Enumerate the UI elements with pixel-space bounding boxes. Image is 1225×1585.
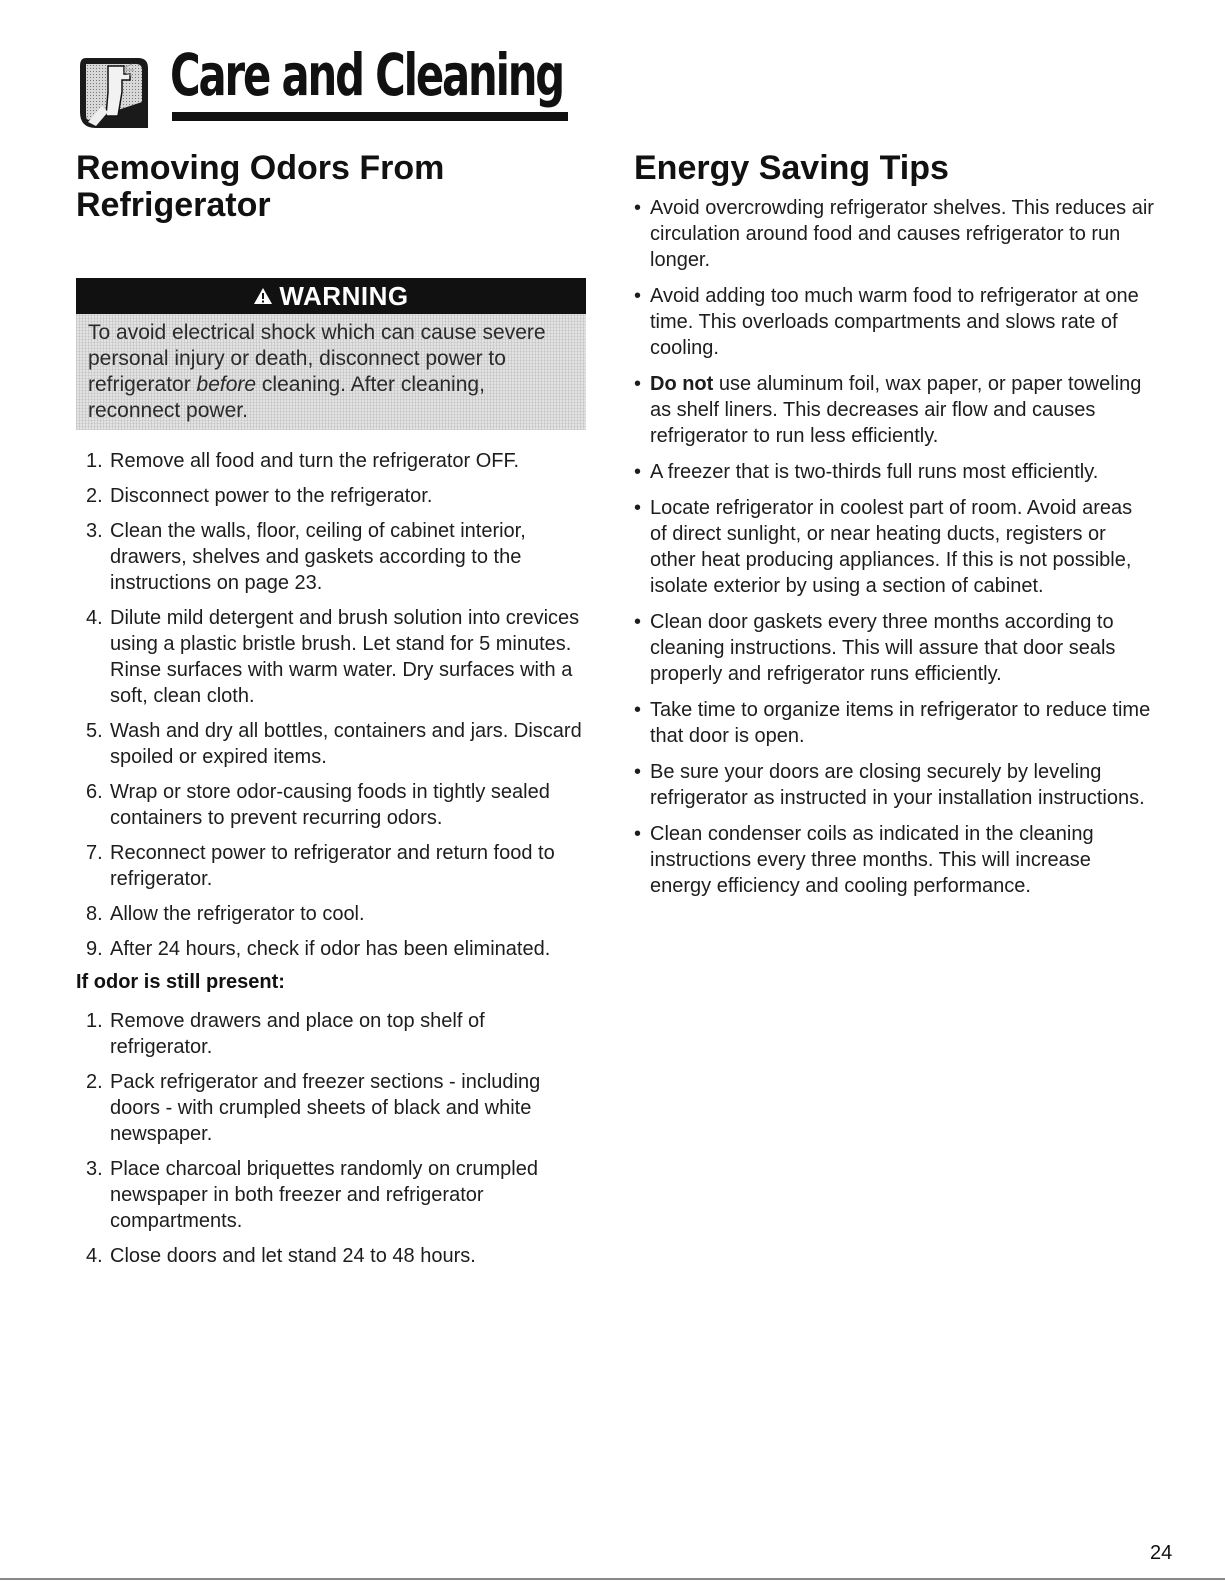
list-item	[634, 697, 1154, 749]
tip-text: Avoid adding too much warm food to refrigerator at one time. This overloads compartments and slows rate of cooling.	[650, 285, 1139, 359]
step-text: Pack refrigerator and freezer sections - including doors - with crumpled sheets of black and white newspaper.	[110, 1071, 541, 1145]
list-item	[76, 518, 591, 596]
section-heading-energy: Energy Saving Tips	[634, 149, 949, 187]
list-item	[634, 759, 1154, 811]
persistent-odor-steps	[76, 1008, 591, 1269]
bullet-icon: •	[634, 197, 642, 219]
tip-text: use aluminum foil, wax paper, or paper toweling as shelf liners. This decreases air flow and causes refrigerator to run less efficiently.	[650, 373, 1142, 447]
tip-text: Clean door gaskets every three months according to cleaning instructions. This will assure that door seals properly and refrigerator runs efficiently.	[650, 611, 1116, 685]
list-item	[634, 609, 1154, 687]
step-number: 7.	[86, 842, 103, 864]
step-number: 4.	[86, 607, 103, 629]
list-item	[634, 195, 1154, 273]
warning-box	[76, 278, 586, 430]
step-number: 8.	[86, 903, 103, 925]
list-item	[76, 936, 591, 962]
step-number: 5.	[86, 720, 103, 742]
list-item	[634, 459, 1154, 485]
list-item	[76, 1008, 591, 1060]
section-heading-odors: Removing Odors From Refrigerator	[76, 149, 445, 224]
step-text: Clean the walls, floor, ceiling of cabinet interior, drawers, shelves and gaskets according to the instructions on page 23.	[110, 520, 526, 594]
step-number: 3.	[86, 520, 103, 542]
list-item	[634, 371, 1154, 449]
bullet-icon: •	[634, 285, 642, 307]
step-text: Wash and dry all bottles, containers and jars. Discard spoiled or expired items.	[110, 720, 582, 768]
list-item	[76, 483, 591, 509]
bullet-icon: •	[634, 373, 642, 395]
list-item	[76, 901, 591, 927]
warning-triangle-icon	[253, 287, 273, 305]
list-item	[76, 779, 591, 831]
warning-header	[76, 278, 586, 314]
tip-text: Take time to organize items in refrigerator to reduce time that door is open.	[650, 699, 1151, 747]
warning-text: To avoid electrical shock which can cause severe personal injury or death, disconnect power to refrigerator before cleaning. After cleaning, reconnect power.	[76, 314, 586, 430]
cleaning-spray-icon	[78, 50, 156, 130]
step-number: 4.	[86, 1245, 103, 1267]
page-header	[74, 40, 574, 132]
step-text: Allow the refrigerator to cool.	[110, 903, 365, 925]
step-text: Reconnect power to refrigerator and return food to refrigerator.	[110, 842, 555, 890]
step-number: 6.	[86, 781, 103, 803]
tip-text: Locate refrigerator in coolest part of room. Avoid areas of direct sunlight, or near heating ducts, registers or other heat producing appliances. If this is not possible, isolate exterior by using a section of cabinet.	[650, 497, 1133, 597]
title-underline	[172, 112, 568, 121]
step-text: Wrap or store odor-causing foods in tightly sealed containers to prevent recurring odors.	[110, 781, 550, 829]
bullet-icon: •	[634, 761, 642, 783]
bullet-icon: •	[634, 611, 642, 633]
list-item	[634, 821, 1154, 899]
list-item	[76, 718, 591, 770]
step-text: Remove all food and turn the refrigerator OFF.	[110, 450, 520, 472]
step-number: 2.	[86, 1071, 103, 1093]
bullet-icon: •	[634, 497, 642, 519]
bullet-icon: •	[634, 461, 642, 483]
page-title: Care and Cleaning	[170, 41, 564, 109]
tip-emphasis: Do not	[650, 373, 714, 395]
step-number: 2.	[86, 485, 103, 507]
tip-text: Be sure your doors are closing securely by leveling refrigerator as instructed in your installation instructions.	[650, 761, 1145, 809]
step-number: 3.	[86, 1158, 103, 1180]
tip-text: Avoid overcrowding refrigerator shelves. This reduces air circulation around food and causes refrigerator to run longer.	[650, 197, 1154, 271]
list-item	[76, 605, 591, 709]
step-text: Place charcoal briquettes randomly on crumpled newspaper in both freezer and refrigerator compartments.	[110, 1158, 538, 1232]
list-item	[76, 840, 591, 892]
step-text: Close doors and let stand 24 to 48 hours.	[110, 1245, 476, 1267]
warning-label: WARNING	[279, 281, 409, 311]
odor-subheading: If odor is still present:	[76, 971, 285, 993]
right-column	[634, 150, 1154, 909]
list-item	[76, 448, 591, 474]
odor-removal-steps	[76, 448, 591, 962]
tip-text: Clean condenser coils as indicated in the cleaning instructions every three months. This will increase energy efficiency and cooling performance.	[650, 823, 1094, 897]
step-text: Remove drawers and place on top shelf of refrigerator.	[110, 1010, 485, 1058]
left-column	[76, 150, 591, 1278]
bottom-rule	[0, 1578, 1225, 1580]
list-item	[76, 1156, 591, 1234]
bullet-icon: •	[634, 823, 642, 845]
page-number: 24	[1150, 1542, 1173, 1564]
energy-tips-list	[634, 195, 1154, 899]
list-item	[634, 283, 1154, 361]
step-text: Disconnect power to the refrigerator.	[110, 485, 433, 507]
bullet-icon: •	[634, 699, 642, 721]
step-text: Dilute mild detergent and brush solution into crevices using a plastic bristle brush. Let stand for 5 minutes. Rinse surfaces with warm water. Dry surfaces with a soft, clean cloth.	[110, 607, 580, 707]
list-item	[76, 1069, 591, 1147]
step-number: 9.	[86, 938, 103, 960]
step-number: 1.	[86, 1010, 103, 1032]
list-item	[76, 1243, 591, 1269]
step-number: 1.	[86, 450, 103, 472]
list-item	[634, 495, 1154, 599]
tip-text: A freezer that is two-thirds full runs most efficiently.	[650, 461, 1099, 483]
step-text: After 24 hours, check if odor has been eliminated.	[110, 938, 551, 960]
warning-emphasis: before	[196, 373, 257, 396]
